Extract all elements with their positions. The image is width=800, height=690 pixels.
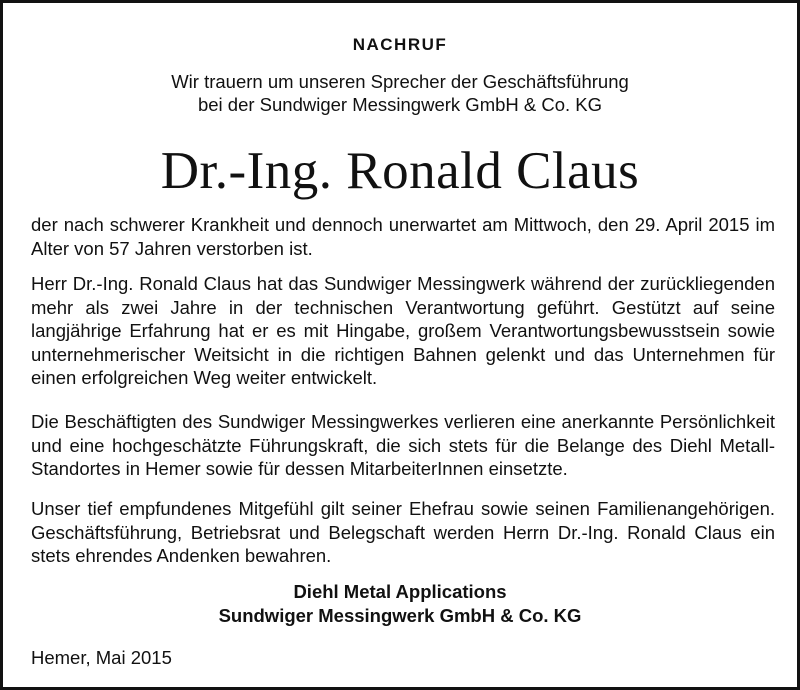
paragraph-death-info: der nach schwerer Krankheit und dennoch unerwartet am Mittwoch, den 29. April 2015 im Alter von 57 Jahren verstorben ist. [31,214,775,259]
place-and-date: Hemer, Mai 2015 [31,647,172,668]
paragraph-condolences: Unser tief empfundenes Mitgefühl gilt seiner Ehefrau sowie seinen Familienangehörigen. Geschäftsführung, Betriebsrat und Belegschaft werden Herrn Dr.-Ing. Ronald Claus ein stets ehrendes Andenken bewahren. [31,498,775,566]
paragraph-employees: Die Beschäftigten des Sundwiger Messingwerkes verlieren eine anerkannte Persönlichkeit und eine hochgeschätzte Führungskraft, die sich stets für die Belange des Diehl Metall-Standortes in Hemer sowie für dessen MitarbeiterInnen einsetzte. [31,411,775,479]
signature-company: Diehl Metal Applications [293,581,507,602]
notice-heading: NACHRUF [352,35,448,54]
intro-line-2: bei der Sundwiger Messingwerk GmbH & Co. KG [197,94,603,115]
signature-subsidiary: Sundwiger Messingwerk GmbH & Co. KG [218,605,582,626]
paragraph-career: Herr Dr.-Ing. Ronald Claus hat das Sundwiger Messingwerk während der zurückliegenden mehr als zwei Jahre in der technischen Verantwortung geführt. Gestützt auf seine langjährige Erfahrung hat er es mit Hingabe, großem Verantwortungsbewusstsein sowie unternehmerischer Weitsicht in die richtigen Bahnen gelenkt und das Unternehmen für einen erfolgreichen Weg weiter entwickelt. [31,273,775,388]
deceased-name: Dr.-Ing. Ronald Claus [160,142,640,200]
intro-line-1: Wir trauern um unseren Sprecher der Geschäftsführung [171,71,629,92]
